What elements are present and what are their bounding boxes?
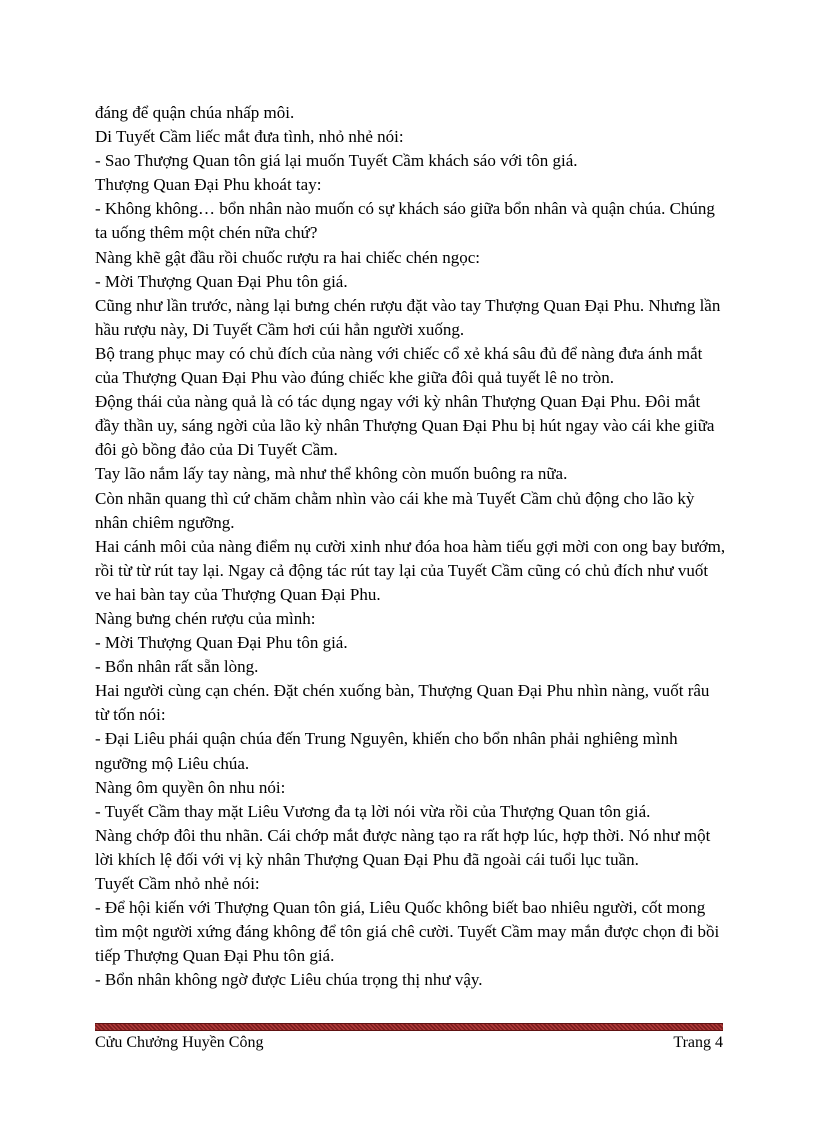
paragraph: Nàng ôm quyền ôn nhu nói: <box>95 777 286 797</box>
paragraph: Nàng khẽ gật đầu rồi chuốc rượu ra hai chiếc chén ngọc: <box>95 247 480 267</box>
paragraph: Nàng bưng chén rượu của mình: <box>95 608 316 628</box>
paragraph: - Bổn nhân không ngờ được Liêu chúa trọng thị như vậy. <box>95 970 483 990</box>
footer-book-title: Cửu Chưởng Huyền Công <box>95 1034 264 1051</box>
page-footer <box>95 1034 723 1056</box>
paragraph: Thượng Quan Đại Phu khoát tay: <box>95 175 322 195</box>
paragraph: - Để hội kiến với Thượng Quan tôn giá, Liêu Quốc không biết bao nhiêu người, cốt mong tìm một người xứng đáng không để tôn giá chê cười. Tuyết Cầm may mắn được chọn đi bồi tiếp Thượng Quan Đại Phu tôn giá. <box>95 898 720 966</box>
paragraph: Hai người cùng cạn chén. Đặt chén xuống bàn, Thượng Quan Đại Phu nhìn nàng, vuốt râu từ tốn nói: <box>95 681 710 725</box>
paragraph: - Tuyết Cầm thay mặt Liêu Vương đa tạ lời nói vừa rồi của Thượng Quan tôn giá. <box>95 801 651 821</box>
paragraph: Tay lão nắm lấy tay nàng, mà như thể không còn muốn buông ra nữa. <box>95 464 568 484</box>
paragraph: - Đại Liêu phái quận chúa đến Trung Nguyên, khiến cho bổn nhân phải nghiêng mình ngưỡng mộ Liêu chúa. <box>95 729 678 773</box>
paragraph: Tuyết Cầm nhỏ nhẻ nói: <box>95 874 260 893</box>
paragraph: Bộ trang phục may có chủ đích của nàng với chiếc cổ xẻ khá sâu đủ để nàng đưa ánh mắt của Thượng Quan Đại Phu vào đúng chiếc khe giữa đôi quả tuyết lê no tròn. <box>95 343 703 388</box>
paragraph: đáng để quận chúa nhấp môi. <box>95 103 295 122</box>
footer-page-number: Trang 4 <box>673 1034 723 1051</box>
paragraph: - Không không… bổn nhân nào muốn có sự khách sáo giữa bổn nhân và quận chúa. Chúng ta uống thêm một chén nữa chứ? <box>95 199 715 243</box>
paragraph: - Bổn nhân rất sẵn lòng. <box>95 657 259 677</box>
paragraph: Di Tuyết Cầm liếc mắt đưa tình, nhỏ nhẻ nói: <box>95 127 404 147</box>
body-text <box>95 101 727 992</box>
paragraph: Cũng như lần trước, nàng lại bưng chén rượu đặt vào tay Thượng Quan Đại Phu. Nhưng lần hầu rượu này, Di Tuyết Cầm hơi cúi hẳn người xuống. <box>95 295 721 339</box>
paragraph: - Mời Thượng Quan Đại Phu tôn giá. <box>95 271 348 291</box>
paragraph: Động thái của nàng quả là có tác dụng ngay với kỳ nhân Thượng Quan Đại Phu. Đôi mắt đầy thần uy, sáng ngời của lão kỳ nhân Thượng Quan Đại Phu bị hút ngay vào cái khe giữa đôi gò bồng đảo của Di Tuyết Cầm. <box>95 392 715 460</box>
footer-divider <box>95 1023 723 1031</box>
paragraph: Nàng chớp đôi thu nhãn. Cái chớp mắt được nàng tạo ra rất hợp lúc, hợp thời. Nó như một lời khích lệ đối với vị kỳ nhân Thượng Quan Đại Phu đã ngoài cái tuổi lục tuần. <box>95 825 711 869</box>
paragraph: Còn nhãn quang thì cứ chăm chằm nhìn vào cái khe mà Tuyết Cầm chủ động cho lão kỳ nhân chiêm ngưỡng. <box>95 488 695 532</box>
paragraph: - Sao Thượng Quan tôn giá lại muốn Tuyết Cầm khách sáo với tôn giá. <box>95 151 578 171</box>
paragraph: - Mời Thượng Quan Đại Phu tôn giá. <box>95 633 348 653</box>
paragraph: Hai cánh môi của nàng điểm nụ cười xinh như đóa hoa hàm tiếu gợi mời con ong bay bướm, rồi từ từ rút tay lại. Ngay cả động tác rút tay lại của Tuyết Cầm cũng có chủ đích như vuốt ve hai bàn tay của Thượng Quan Đại Phu. <box>95 536 726 604</box>
